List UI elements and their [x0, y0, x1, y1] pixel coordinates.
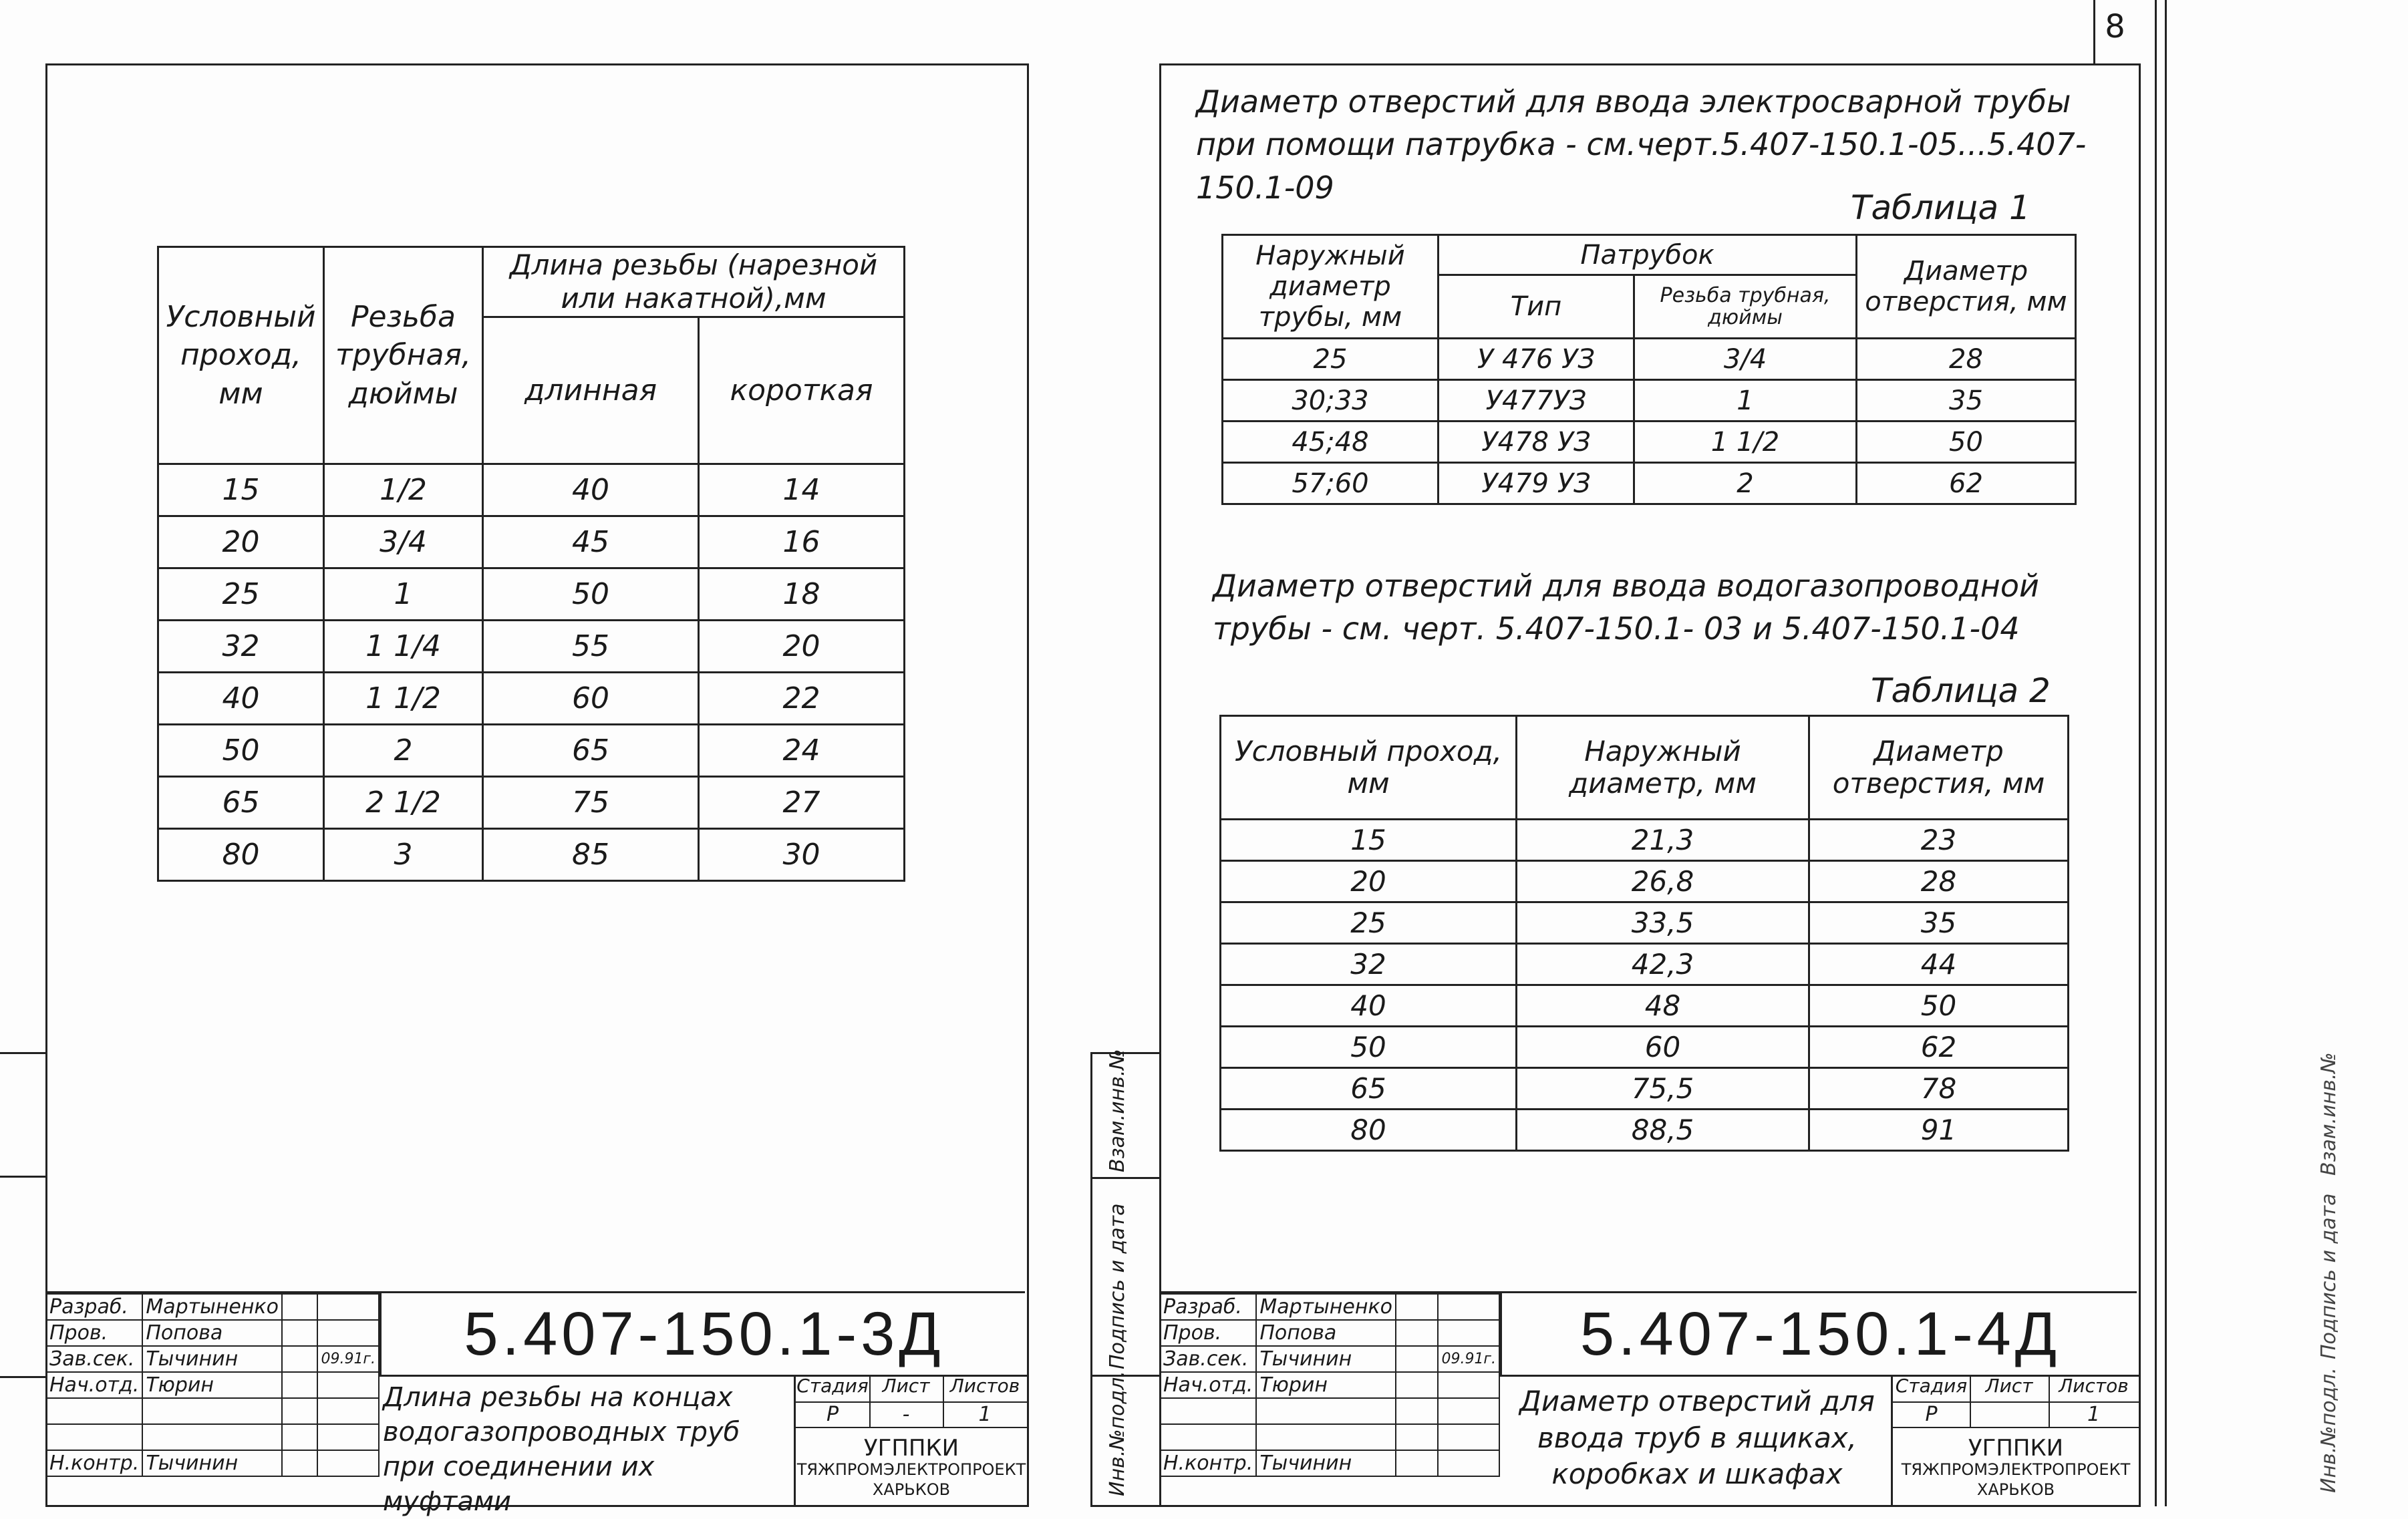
- table2-row: [1221, 861, 2069, 902]
- thread-length-cell: 55: [483, 621, 699, 673]
- left-binding-strip: [0, 1052, 45, 1508]
- table2-row: [1221, 820, 2069, 861]
- table1-cell: У479 УЗ: [1439, 463, 1634, 504]
- signature-name-cell: Тычинин: [142, 1450, 282, 1476]
- thread-length-cell: 3/4: [324, 516, 483, 568]
- signature-role-cell: Разраб.: [1160, 1294, 1256, 1320]
- signature-signature-cell: [282, 1424, 318, 1450]
- header-length-group: Длина резьбы (нарезной или накатной),мм: [483, 247, 905, 317]
- table2-cell: 50: [1809, 985, 2069, 1027]
- table1-cell: 30;33: [1223, 380, 1439, 421]
- table2-cell: 75,5: [1517, 1068, 1809, 1110]
- thread-length-cell: 75: [483, 777, 699, 829]
- t2-header-hole: Диаметр отверстия, мм: [1809, 716, 2069, 820]
- signature-name-cell: Мартыненко: [1256, 1294, 1396, 1320]
- far-right-label-signature: Подпись и дата: [2317, 1193, 2341, 1359]
- signature-role-cell: Н.контр.: [1160, 1450, 1256, 1476]
- header-long: длинная: [483, 317, 699, 464]
- signature-row: [1160, 1346, 1499, 1372]
- table1-cell: У477УЗ: [1439, 380, 1634, 421]
- thread-length-cell: 15: [158, 464, 324, 516]
- signature-role-cell: Нач.отд.: [46, 1372, 142, 1398]
- signature-date-cell: 09.91г.: [317, 1346, 379, 1372]
- thread-length-cell: 45: [483, 516, 699, 568]
- signature-row: [1160, 1294, 1499, 1320]
- right-stage-label: Стадия: [1893, 1375, 1971, 1403]
- signature-row: [46, 1294, 379, 1320]
- table-1: [1221, 234, 2077, 505]
- table1-cell: 35: [1857, 380, 2076, 421]
- right-edge-rule: [2165, 0, 2167, 1506]
- signature-name-cell: Попова: [142, 1320, 282, 1346]
- left-doc-title: Длина резьбы на концах водогазопроводных труб при соединении их муфтами: [383, 1382, 740, 1517]
- signature-row: [1160, 1450, 1499, 1476]
- thread-length-row: [158, 621, 905, 673]
- signature-row: [46, 1424, 379, 1450]
- thread-length-cell: 80: [158, 829, 324, 881]
- table1-row: [1223, 380, 2076, 421]
- thread-length-row: [158, 568, 905, 621]
- signature-row: [1160, 1424, 1499, 1450]
- signature-signature-cell: [1396, 1294, 1439, 1320]
- right-title-block: [1159, 1291, 2137, 1505]
- left-binding-divider: [0, 1176, 45, 1178]
- table2-cell: 60: [1517, 1027, 1809, 1068]
- heading-watergas: Диаметр отверстий для ввода водогазопроводной трубы - см. черт. 5.407-150.1- 03 и 5.407-150.1-04: [1213, 568, 2039, 647]
- far-right-label-replace: Взам.инв.№: [2317, 1052, 2341, 1176]
- signature-name-cell: Тычинин: [1256, 1450, 1396, 1476]
- thread-length-cell: 50: [158, 725, 324, 777]
- signature-date-cell: [1438, 1398, 1499, 1424]
- table2-cell: 88,5: [1517, 1110, 1809, 1151]
- table1-label: Таблица 1: [1851, 188, 2030, 227]
- table1-cell: 2: [1634, 463, 1857, 504]
- right-doc-code: 5.407-150.1-4Д: [1500, 1293, 2139, 1377]
- left-org-institute: ТЯЖПРОМЭЛЕКТРОПРОЕКТ: [796, 1460, 1026, 1479]
- thread-length-cell: 60: [483, 673, 699, 725]
- table2-row: [1221, 1110, 2069, 1151]
- signature-signature-cell: [282, 1450, 318, 1476]
- table2-cell: 44: [1809, 944, 2069, 985]
- signature-role-cell: Пров.: [46, 1320, 142, 1346]
- signature-date-cell: [317, 1398, 379, 1424]
- thread-length-cell: 27: [699, 777, 905, 829]
- signature-date-cell: [1438, 1424, 1499, 1450]
- table2-row: [1221, 1068, 2069, 1110]
- t2-header-nominal: Условный проход, мм: [1221, 716, 1517, 820]
- thread-length-cell: 20: [158, 516, 324, 568]
- signature-date-cell: [1438, 1450, 1499, 1476]
- thread-length-cell: 18: [699, 568, 905, 621]
- thread-length-cell: 40: [158, 673, 324, 725]
- left-org-name: УГППКИ: [863, 1435, 959, 1462]
- signature-date-cell: [317, 1372, 379, 1398]
- left-signatures-table: [45, 1293, 380, 1477]
- thread-length-cell: 65: [158, 777, 324, 829]
- side-label-signature: Подпись и дата: [1106, 1203, 1129, 1369]
- thread-length-cell: 14: [699, 464, 905, 516]
- table1-cell: 1: [1634, 380, 1857, 421]
- right-stage-value: Р: [1893, 1403, 1971, 1428]
- signature-row: [1160, 1320, 1499, 1346]
- right-sheets-label: Листов: [2049, 1375, 2139, 1403]
- signature-name-cell: Мартыненко: [142, 1294, 282, 1320]
- signature-role-cell: Нач.отд.: [1160, 1372, 1256, 1398]
- table2-cell: 48: [1517, 985, 1809, 1027]
- right-edge-rule: [2155, 0, 2157, 1506]
- t1-header-outer: Наружный диаметр трубы, мм: [1223, 235, 1439, 339]
- table1-row: [1223, 421, 2076, 463]
- table1-cell: 1 1/2: [1634, 421, 1857, 463]
- thread-length-cell: 1 1/4: [324, 621, 483, 673]
- signature-date-cell: [317, 1450, 379, 1476]
- signature-role-cell: Зав.сек.: [46, 1346, 142, 1372]
- signature-signature-cell: [282, 1294, 318, 1320]
- table2-cell: 50: [1221, 1027, 1517, 1068]
- table2-row: [1221, 985, 2069, 1027]
- right-binding-divider: [1090, 1177, 1159, 1179]
- table2-row: [1221, 1027, 2069, 1068]
- signature-row: [46, 1398, 379, 1424]
- right-sheet-label: Лист: [1970, 1375, 2050, 1403]
- signature-row: [1160, 1398, 1499, 1424]
- signature-role-cell: [1160, 1398, 1256, 1424]
- left-stage-label: Стадия: [796, 1375, 871, 1403]
- signature-role-cell: Разраб.: [46, 1294, 142, 1320]
- t1-header-hole: Диаметр отверстия, мм: [1857, 235, 2076, 339]
- thread-length-row: [158, 673, 905, 725]
- signature-role-cell: [46, 1398, 142, 1424]
- table2-cell: 33,5: [1517, 902, 1809, 944]
- thread-length-cell: 1: [324, 568, 483, 621]
- far-right-label-inv: Инв.№подл.: [2317, 1367, 2341, 1493]
- thread-length-cell: 22: [699, 673, 905, 725]
- table2-cell: 26,8: [1517, 861, 1809, 902]
- right-sheets-value: 1: [2049, 1403, 2139, 1428]
- signature-signature-cell: [282, 1398, 318, 1424]
- thread-length-cell: 85: [483, 829, 699, 881]
- signature-date-cell: [317, 1294, 379, 1320]
- thread-length-cell: 2: [324, 725, 483, 777]
- signature-signature-cell: [1396, 1450, 1439, 1476]
- table1-cell: 45;48: [1223, 421, 1439, 463]
- signature-signature-cell: [282, 1346, 318, 1372]
- side-label-inv: Инв.№подл.: [1106, 1371, 1129, 1496]
- signature-date-cell: [1438, 1372, 1499, 1398]
- signature-name-cell: [1256, 1398, 1396, 1424]
- table2-cell: 78: [1809, 1068, 2069, 1110]
- thread-length-cell: 65: [483, 725, 699, 777]
- table1-row: [1223, 463, 2076, 504]
- left-org-city: ХАРЬКОВ: [872, 1480, 951, 1499]
- table2-label: Таблица 2: [1871, 671, 2051, 710]
- heading-electrowelded: Диаметр отверстий для ввода электросварной трубы при помощи патрубка - см.черт.5.407-150.1-05...5.407-150.1-09: [1196, 83, 2087, 206]
- table2-cell: 15: [1221, 820, 1517, 861]
- signature-role-cell: Пров.: [1160, 1320, 1256, 1346]
- table1-cell: 50: [1857, 421, 2076, 463]
- signature-date-cell: [1438, 1320, 1499, 1346]
- header-thread: Резьба трубная, дюймы: [324, 247, 483, 464]
- signature-role-cell: [1160, 1424, 1256, 1450]
- thread-length-cell: 24: [699, 725, 905, 777]
- table2-cell: 20: [1221, 861, 1517, 902]
- left-doc-code: 5.407-150.1-3Д: [380, 1293, 1027, 1377]
- thread-length-row: [158, 725, 905, 777]
- table1-cell: 3/4: [1634, 339, 1857, 380]
- right-org-city: ХАРЬКОВ: [1976, 1480, 2055, 1499]
- signature-name-cell: [142, 1424, 282, 1450]
- signature-date-cell: [317, 1424, 379, 1450]
- signature-signature-cell: [1396, 1372, 1439, 1398]
- table2-cell: 21,3: [1517, 820, 1809, 861]
- table2-cell: 80: [1221, 1110, 1517, 1151]
- header-nominal: Условный проход, мм: [158, 247, 324, 464]
- thread-length-table: [157, 246, 905, 882]
- signature-row: [46, 1346, 379, 1372]
- thread-length-cell: 30: [699, 829, 905, 881]
- signature-name-cell: [142, 1398, 282, 1424]
- signature-date-cell: [1438, 1294, 1499, 1320]
- thread-length-row: [158, 464, 905, 516]
- table2-cell: 91: [1809, 1110, 2069, 1151]
- left-sheet-value: -: [869, 1403, 944, 1428]
- page-number: 8: [2105, 8, 2125, 45]
- signature-row: [46, 1320, 379, 1346]
- signature-name-cell: Тычинин: [1256, 1346, 1396, 1372]
- signature-row: [46, 1450, 379, 1476]
- side-label-replace: Взам.инв.№: [1106, 1049, 1129, 1172]
- thread-length-cell: 16: [699, 516, 905, 568]
- right-org-institute: ТЯЖПРОМЭЛЕКТРОПРОЕКТ: [1901, 1460, 2131, 1479]
- left-stage-value: Р: [796, 1403, 871, 1428]
- table2-cell: 32: [1221, 944, 1517, 985]
- table2-cell: 23: [1809, 820, 2069, 861]
- signature-signature-cell: [282, 1372, 318, 1398]
- right-signatures-table: [1159, 1293, 1500, 1477]
- table2-cell: 40: [1221, 985, 1517, 1027]
- thread-length-row: [158, 829, 905, 881]
- t1-header-thread: Резьба трубная, дюймы: [1634, 275, 1857, 339]
- signature-row: [46, 1372, 379, 1398]
- table1-cell: 25: [1223, 339, 1439, 380]
- t2-header-outer: Наружный диаметр, мм: [1517, 716, 1809, 820]
- right-sheet-value: [1970, 1403, 2050, 1428]
- left-sheet-label: Лист: [869, 1375, 944, 1403]
- thread-length-cell: 25: [158, 568, 324, 621]
- signature-signature-cell: [1396, 1424, 1439, 1450]
- signature-date-cell: 09.91г.: [1438, 1346, 1499, 1372]
- thread-length-row: [158, 777, 905, 829]
- right-stage-box: [1891, 1375, 2139, 1505]
- table2-row: [1221, 902, 2069, 944]
- thread-length-cell: 50: [483, 568, 699, 621]
- signature-name-cell: Попова: [1256, 1320, 1396, 1346]
- thread-length-row: [158, 516, 905, 568]
- table1-cell: 57;60: [1223, 463, 1439, 504]
- left-sheets-value: 1: [943, 1403, 1027, 1428]
- signature-name-cell: [1256, 1424, 1396, 1450]
- thread-length-cell: 20: [699, 621, 905, 673]
- right-org-name: УГППКИ: [1968, 1435, 2064, 1462]
- thread-length-cell: 40: [483, 464, 699, 516]
- thread-length-cell: 32: [158, 621, 324, 673]
- table-2: [1219, 715, 2069, 1152]
- table1-row: [1223, 339, 2076, 380]
- signature-role-cell: [46, 1424, 142, 1450]
- signature-role-cell: Зав.сек.: [1160, 1346, 1256, 1372]
- table2-cell: 35: [1809, 902, 2069, 944]
- table2-cell: 25: [1221, 902, 1517, 944]
- signature-name-cell: Тюрин: [1256, 1372, 1396, 1398]
- table1-cell: У 476 УЗ: [1439, 339, 1634, 380]
- table1-cell: У478 УЗ: [1439, 421, 1634, 463]
- signature-signature-cell: [1396, 1320, 1439, 1346]
- signature-date-cell: [317, 1320, 379, 1346]
- signature-name-cell: Тычинин: [142, 1346, 282, 1372]
- left-sheets-label: Листов: [943, 1375, 1027, 1403]
- signature-name-cell: Тюрин: [142, 1372, 282, 1398]
- signature-signature-cell: [1396, 1346, 1439, 1372]
- thread-length-cell: 1/2: [324, 464, 483, 516]
- table2-row: [1221, 944, 2069, 985]
- left-binding-divider: [0, 1376, 45, 1378]
- table2-cell: 62: [1809, 1027, 2069, 1068]
- header-short: короткая: [699, 317, 905, 464]
- thread-length-cell: 1 1/2: [324, 673, 483, 725]
- table2-cell: 28: [1809, 861, 2069, 902]
- right-doc-title: Диаметр отверстий для ввода труб в ящиках, коробках и шкафах: [1519, 1385, 1875, 1491]
- left-title-block: [45, 1291, 1026, 1517]
- signature-role-cell: Н.контр.: [46, 1450, 142, 1476]
- signature-signature-cell: [282, 1320, 318, 1346]
- thread-length-cell: 2 1/2: [324, 777, 483, 829]
- thread-length-cell: 3: [324, 829, 483, 881]
- table2-cell: 42,3: [1517, 944, 1809, 985]
- signature-signature-cell: [1396, 1398, 1439, 1424]
- left-stage-box: [794, 1375, 1027, 1505]
- t1-header-type: Тип: [1439, 275, 1634, 339]
- table1-cell: 28: [1857, 339, 2076, 380]
- table2-cell: 65: [1221, 1068, 1517, 1110]
- t1-header-nozzle: Патрубок: [1439, 235, 1857, 275]
- signature-row: [1160, 1372, 1499, 1398]
- table1-cell: 62: [1857, 463, 2076, 504]
